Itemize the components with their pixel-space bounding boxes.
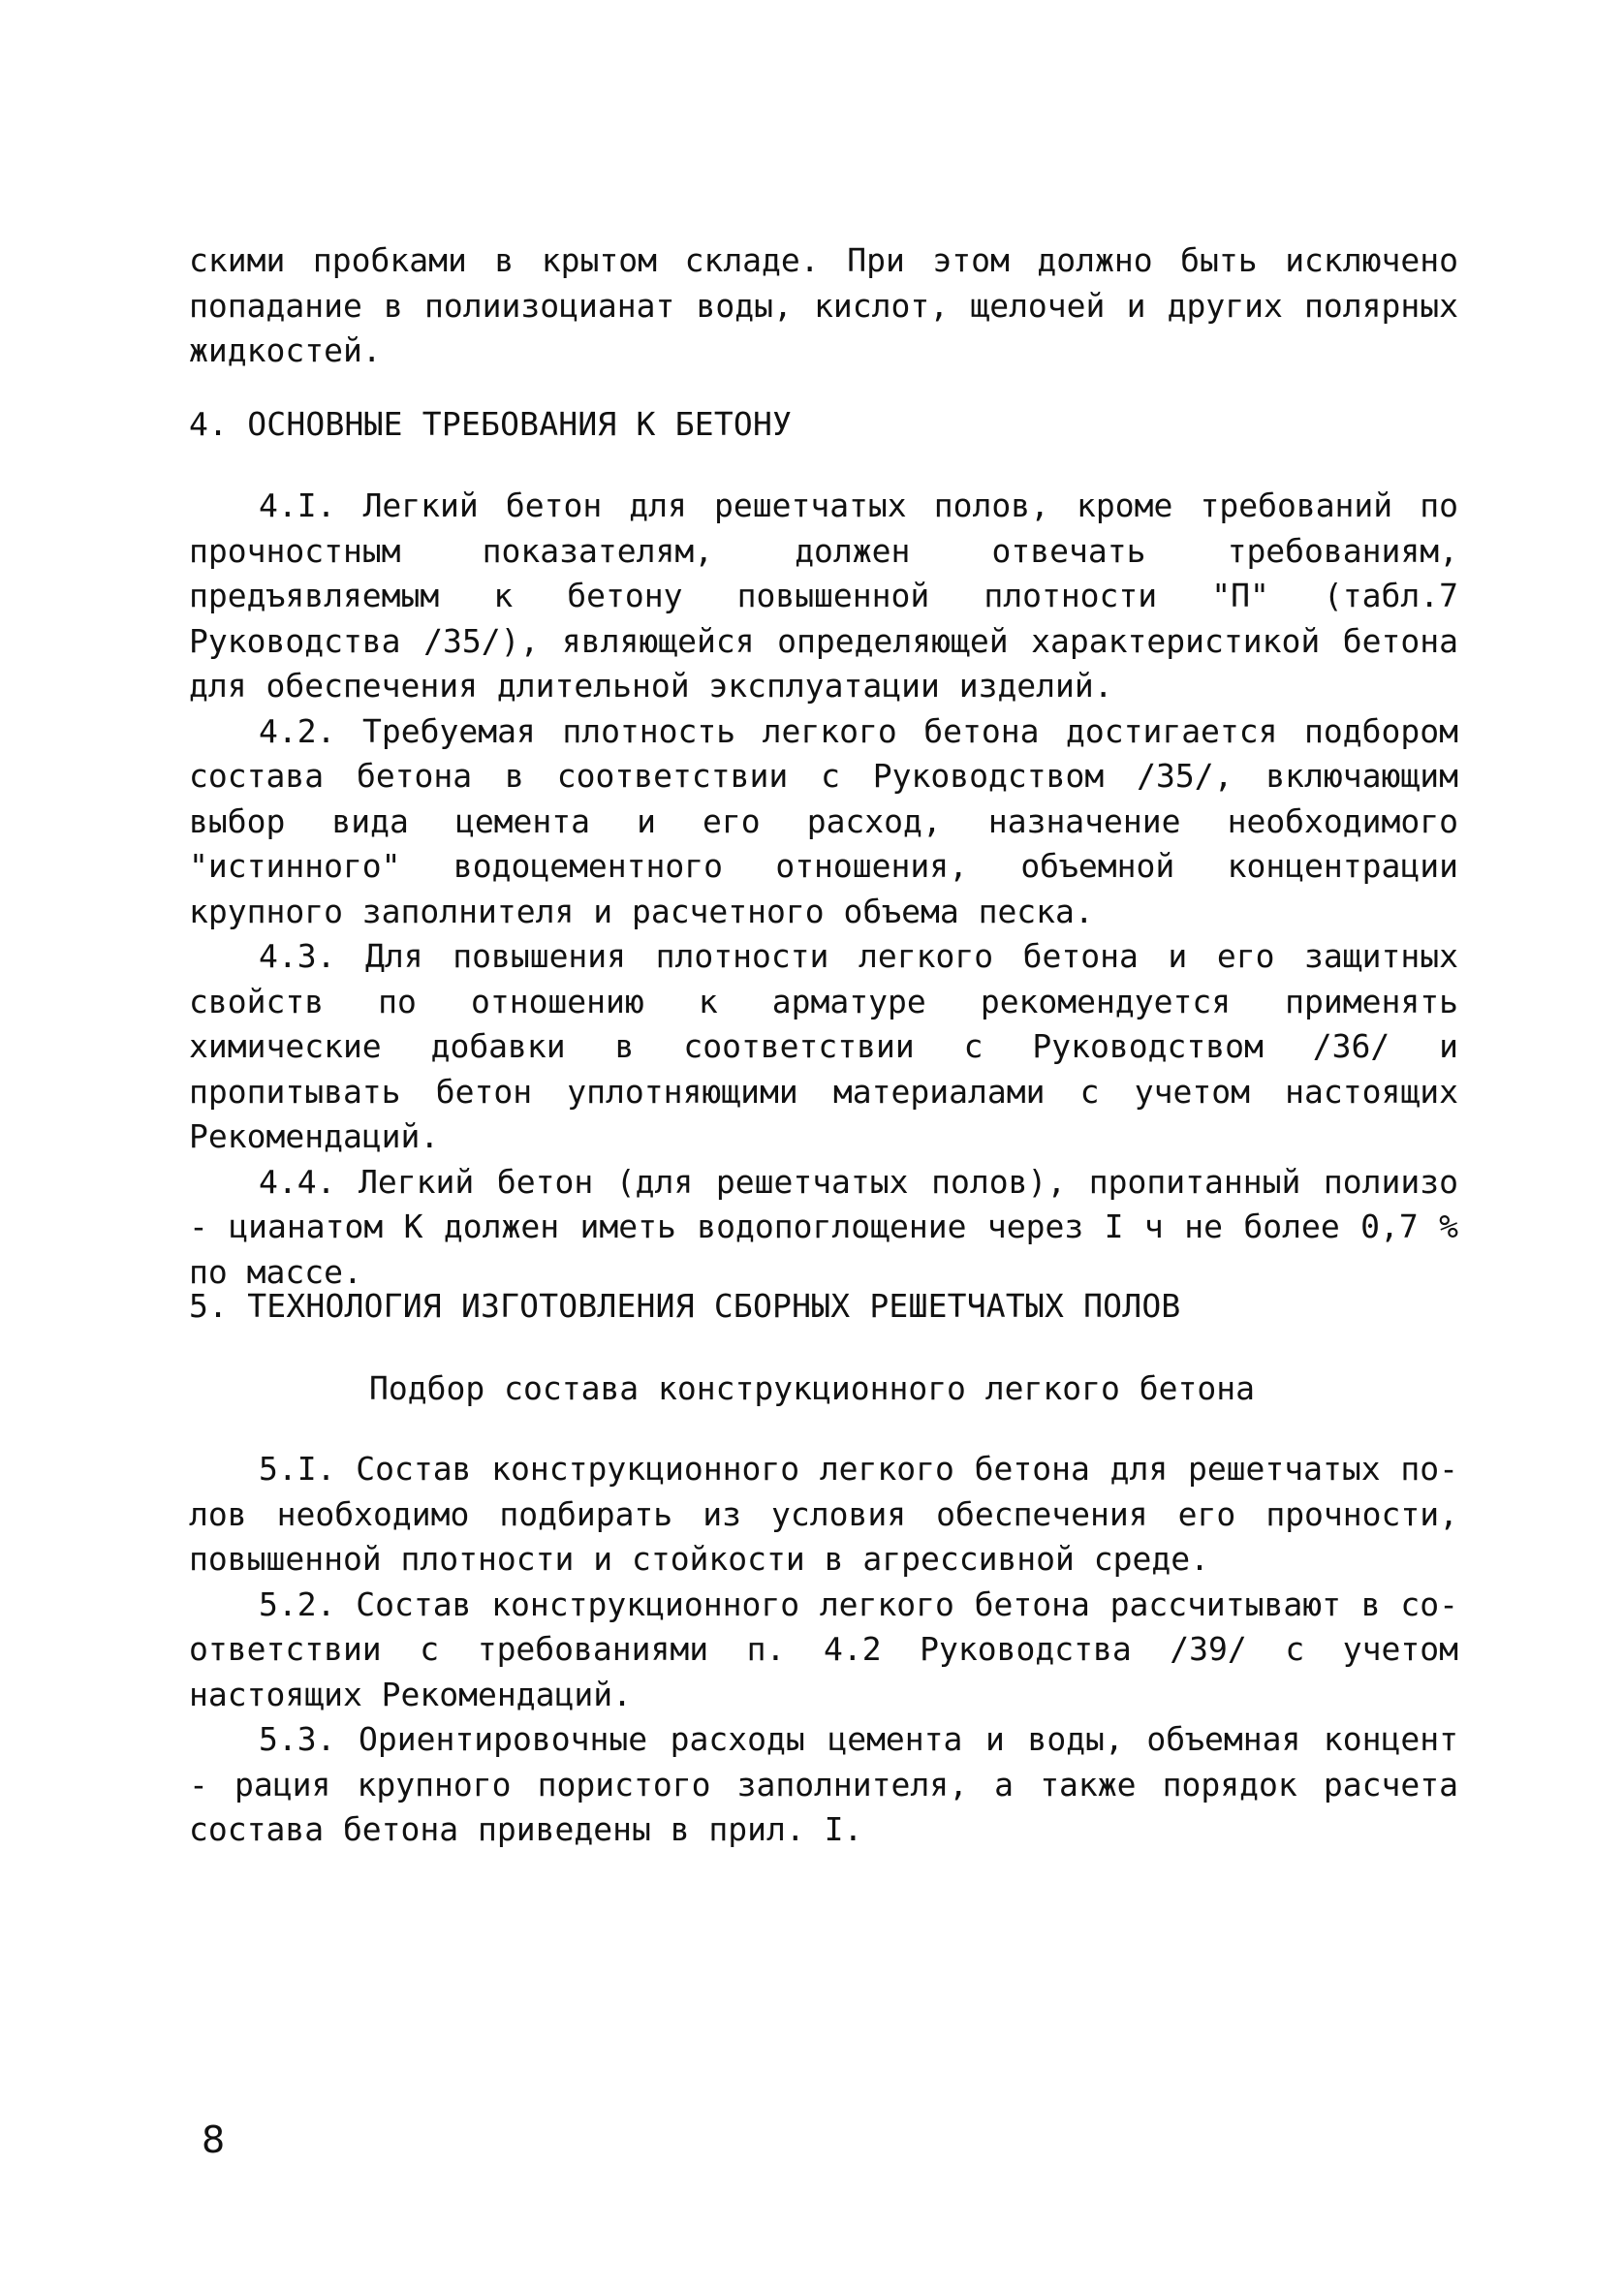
paragraph-4-3: 4.3. Для повышения плотности легкого бетона и его защитных свойств по отношению к арматуре рекомендуется применять химические добавки в соответствии с Руководством /36/ и пропитывать бетон уплотняющими материалами с учетом настоящих Рекомендаций. (189, 937, 1458, 1155)
paragraph-5-3: 5.3. Ориентировочные расходы цемента и воды, объемная концент - рация крупного пористого заполнителя, а также порядок расчета состава бетона приведены в прил. I. (189, 1720, 1458, 1848)
page-number: 8 (202, 2118, 226, 2161)
section-5-subtitle: Подбор состава конструкционного легкого бетона (369, 1369, 1255, 1407)
paragraph-5-2: 5.2. Состав конструкционного легкого бетона рассчитывают в соответствии с требованиями п. 4.2 Руководства /39/ с учетом настоящих Рекомендаций. (189, 1584, 1458, 1713)
paragraph-5-1: 5.I. Состав конструкционного легкого бетона для решетчатых полов необходимо подбирать из условия обеспечения его прочности, повышенной плотности и стойкости в агрессивной среде. (189, 1450, 1458, 1578)
intro-text: скими пробками в крытом складе. При этом должно быть исключено попадание в полиизоцианат воды, кислот, щелочей и других полярных жидкостей. (189, 241, 1458, 369)
paragraph-4-2: 4.2. Требуемая плотность легкого бетона достигается подбором состава бетона в соответствии с Руководством /35/, включающим выбор вида цемента и его расход, назначение необходимого "истинного" водоцементного отношения, объемной концентрации крупного заполнителя и расчетного объема песка. (189, 711, 1458, 930)
section-4-title: 4. ОСНОВНЫЕ ТРЕБОВАНИЯ К БЕТОНУ (189, 405, 793, 443)
intro-paragraph (189, 238, 1458, 374)
paragraph-4-1: 4.I. Легкий бетон для решетчатых полов, кроме требований по прочностным показателям, должен отвечать требованиям, предъявляемым к бетону повышенной плотности "П" (табл.7 Руководства /35/), являющейся определяющей характеристикой бетона для обеспечения длительной эксплуатации изделий. (189, 486, 1458, 705)
section-5-title: 5. ТЕХНОЛОГИЯ ИЗГОТОВЛЕНИЯ СБОРНЫХ РЕШЕТЧАТЫХ ПОЛОВ (189, 1287, 1181, 1325)
section-5-body (189, 1447, 1458, 1853)
section-4-body (189, 484, 1458, 1295)
paragraph-4-4: 4.4. Легкий бетон (для решетчатых полов), пропитанный полиизо - цианатом К должен иметь водопоглощение через I ч не более 0,7 % по массе. (189, 1162, 1458, 1291)
